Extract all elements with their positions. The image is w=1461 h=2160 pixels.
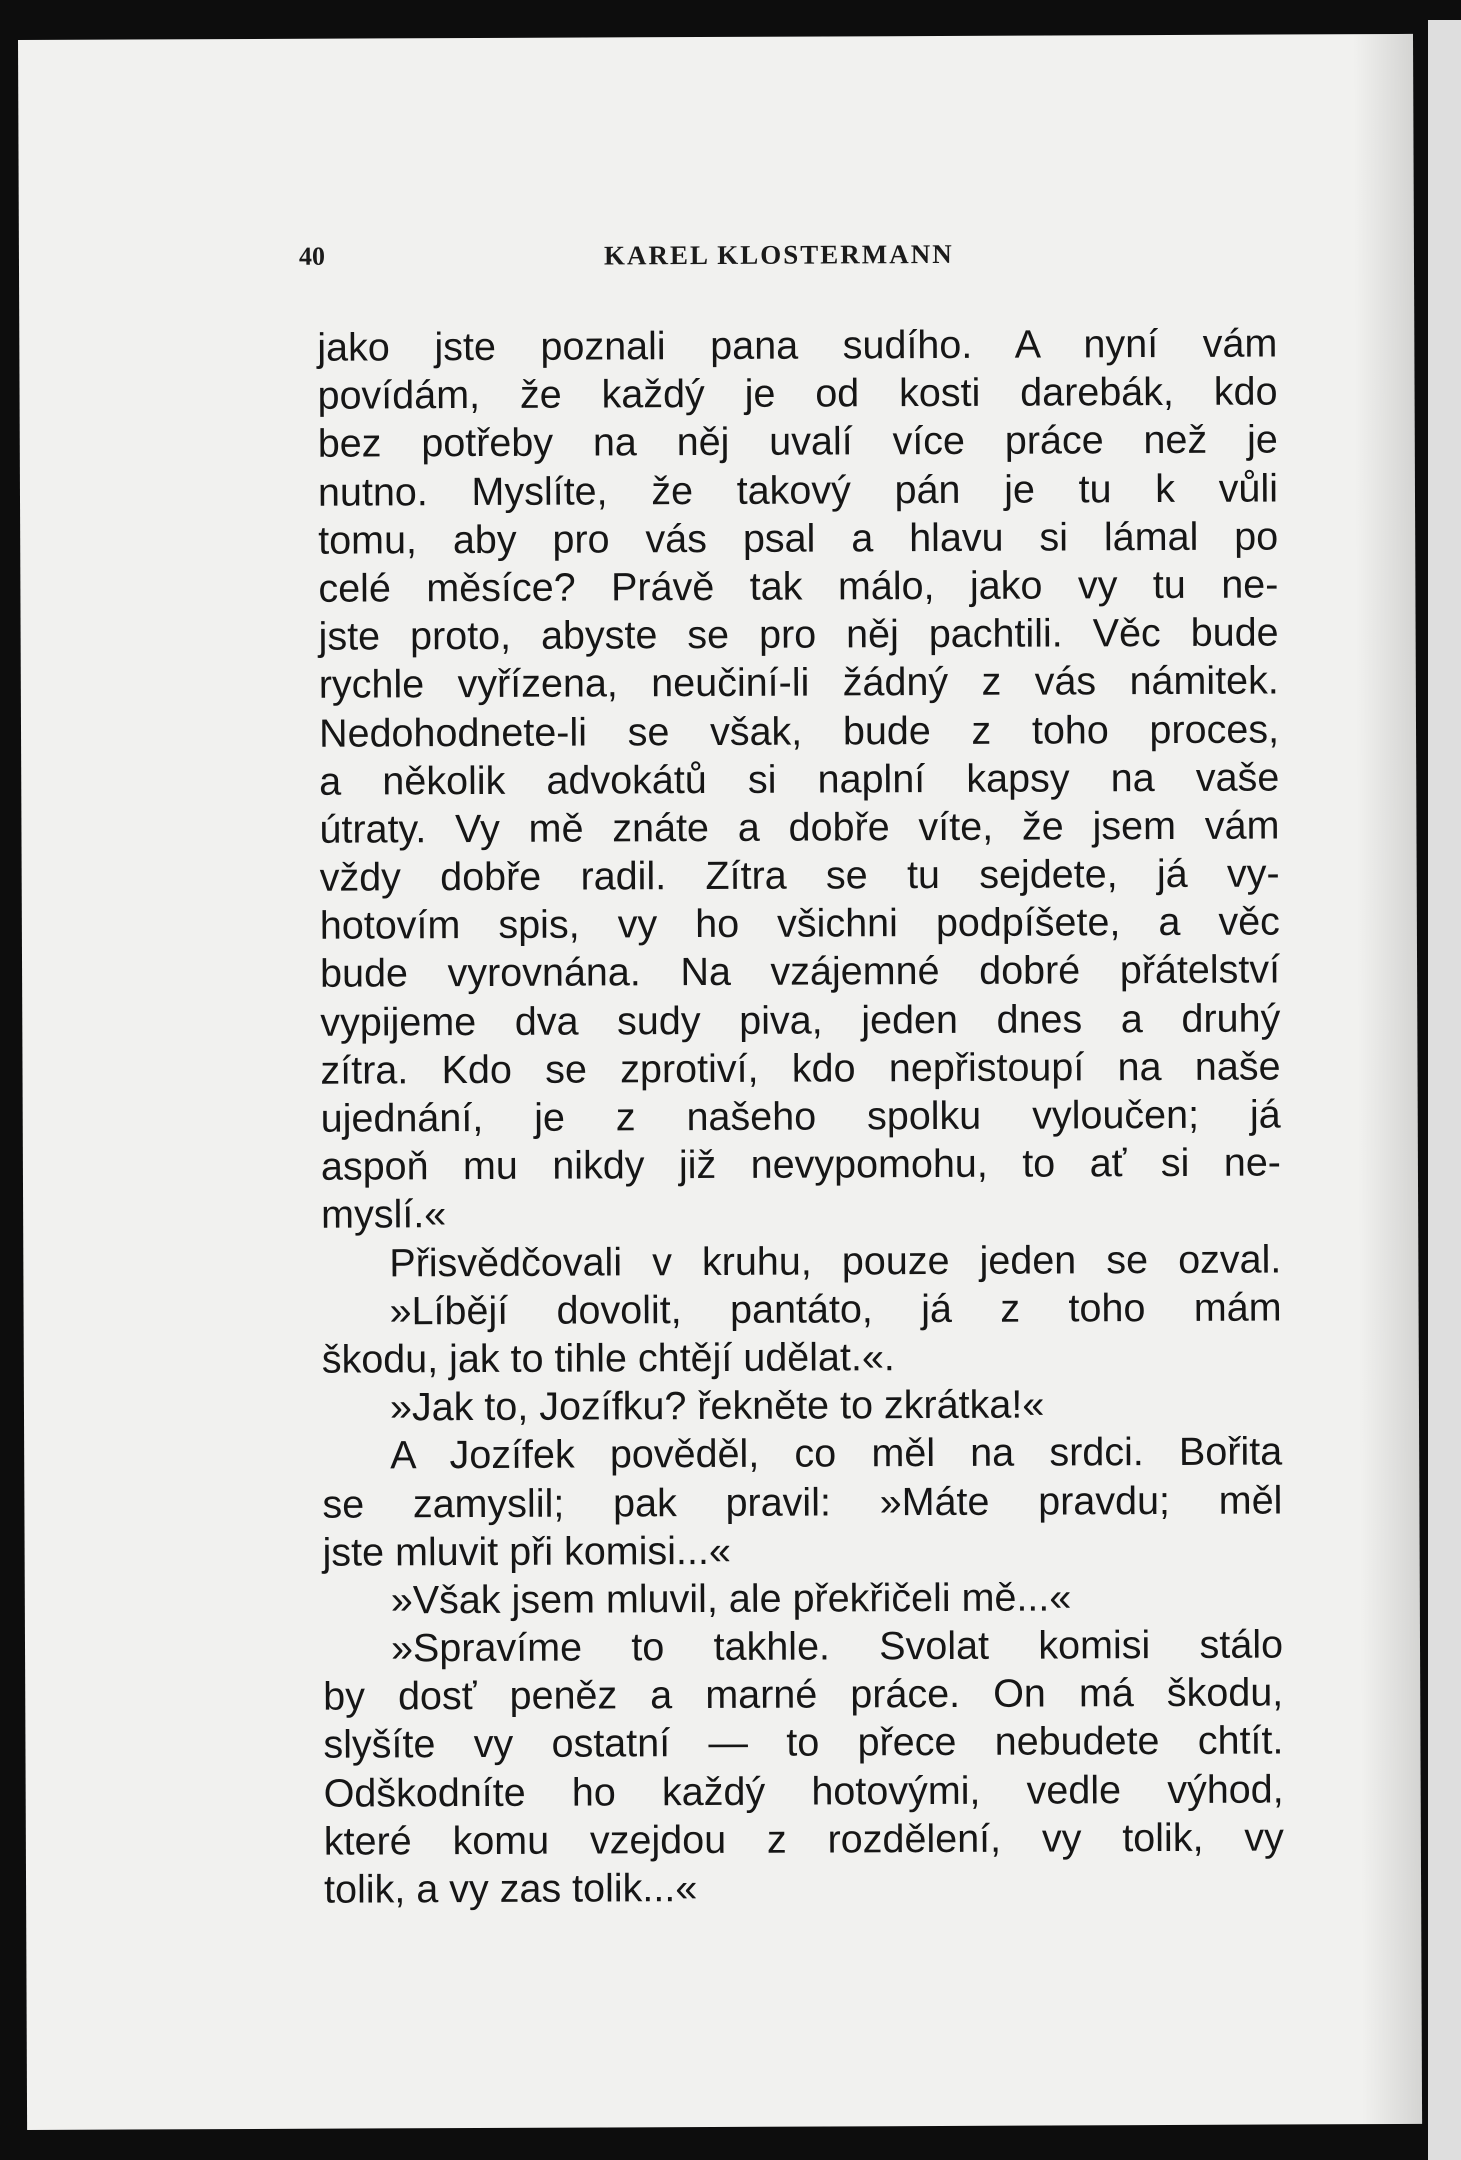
text-line: zítra. Kdo se zprotiví, kdo nepřistoupí na naše <box>320 1044 1281 1093</box>
text-line: Nedohodnete-li se však, bude z toho proces, <box>318 707 1280 756</box>
text-line: škodu, jak to tihle chtějí udělat.«. <box>321 1335 895 1382</box>
text-line: se zamyslil; pak pravil: »Máte pravdu; měl <box>322 1477 1283 1527</box>
text-line: »Líbějí dovolit, pantáto, já z toho mám <box>389 1285 1282 1334</box>
text-line: nutno. Myslíte, že takový pán je tu k vůli <box>317 466 1279 515</box>
text-line: vypijeme dva sudy piva, jeden dnes a druhý <box>320 996 1281 1045</box>
text-line: rychle vyřízena, neučiní-li žádný z vás námitek. <box>318 658 1279 708</box>
text-line: ujednání, je z našeho spolku vyloučen; já <box>320 1092 1281 1141</box>
text-line: slyšíte vy ostatní — to přece nebudete chtít. <box>323 1718 1284 1768</box>
text-line: Odškodníte ho každý hotovými, vedle výhod, <box>323 1767 1284 1816</box>
text-line: jako jste poznali pana sudího. A nyní vám <box>317 321 1278 370</box>
text-line: tomu, aby pro vás psal a hlavu si lámal po <box>318 514 1279 563</box>
text-line: vždy dobře radil. Zítra se tu sejdete, já vy- <box>319 851 1280 900</box>
text-line: Přisvědčovali v kruhu, pouze jeden se ozval. <box>389 1237 1282 1285</box>
running-header <box>299 239 999 282</box>
text-line: tolik, a vy zas tolik...« <box>323 1866 698 1912</box>
adjacent-page-edge <box>1428 20 1461 2160</box>
book-page <box>18 34 1422 2130</box>
text-line: bez potřeby na něj uvalí více práce než je <box>317 417 1278 467</box>
text-line: které komu vzejdou z rozdělení, vy tolik, vy <box>323 1815 1284 1864</box>
text-line: »Spravíme to takhle. Svolat komisi stálo <box>390 1622 1284 1671</box>
body-text <box>317 320 1284 1914</box>
text-line: povídám, že každý je od kosti darebák, kdo <box>317 369 1278 418</box>
text-line: jste proto, abyste se pro něj pachtili. Věc bude <box>318 610 1279 659</box>
text-line: aspoň mu nikdy již nevypomohu, to ať si ne- <box>320 1140 1282 1189</box>
text-line: hotovím spis, vy ho všichni podpíšete, a věc <box>319 899 1280 948</box>
text-line: bude vyrovnána. Na vzájemné dobré přátelství <box>319 947 1281 997</box>
text-line: »Však jsem mluvil, ale překřičeli mě...« <box>390 1575 1072 1623</box>
text-line: útraty. Vy mě znáte a dobře víte, že jsem vám <box>319 803 1280 852</box>
running-title: KAREL KLOSTERMANN <box>603 238 954 271</box>
text-line: myslí.« <box>321 1192 447 1238</box>
text-line: a několik advokátů si naplní kapsy na vaše <box>319 755 1280 804</box>
page-number: 40 <box>298 241 326 271</box>
text-line: jste mluvit při komisi...« <box>322 1528 731 1575</box>
text-line: celé měsíce? Právě tak málo, jako vy tu ne- <box>318 562 1279 611</box>
text-line: A Jozífek pověděl, co měl na srdci. Bořita <box>390 1429 1283 1478</box>
text-line: »Jak to, Jozífku? řekněte to zkrátka!« <box>389 1382 1045 1430</box>
text-line: by dosť peněz a marné práce. On má škodu, <box>323 1670 1284 1719</box>
